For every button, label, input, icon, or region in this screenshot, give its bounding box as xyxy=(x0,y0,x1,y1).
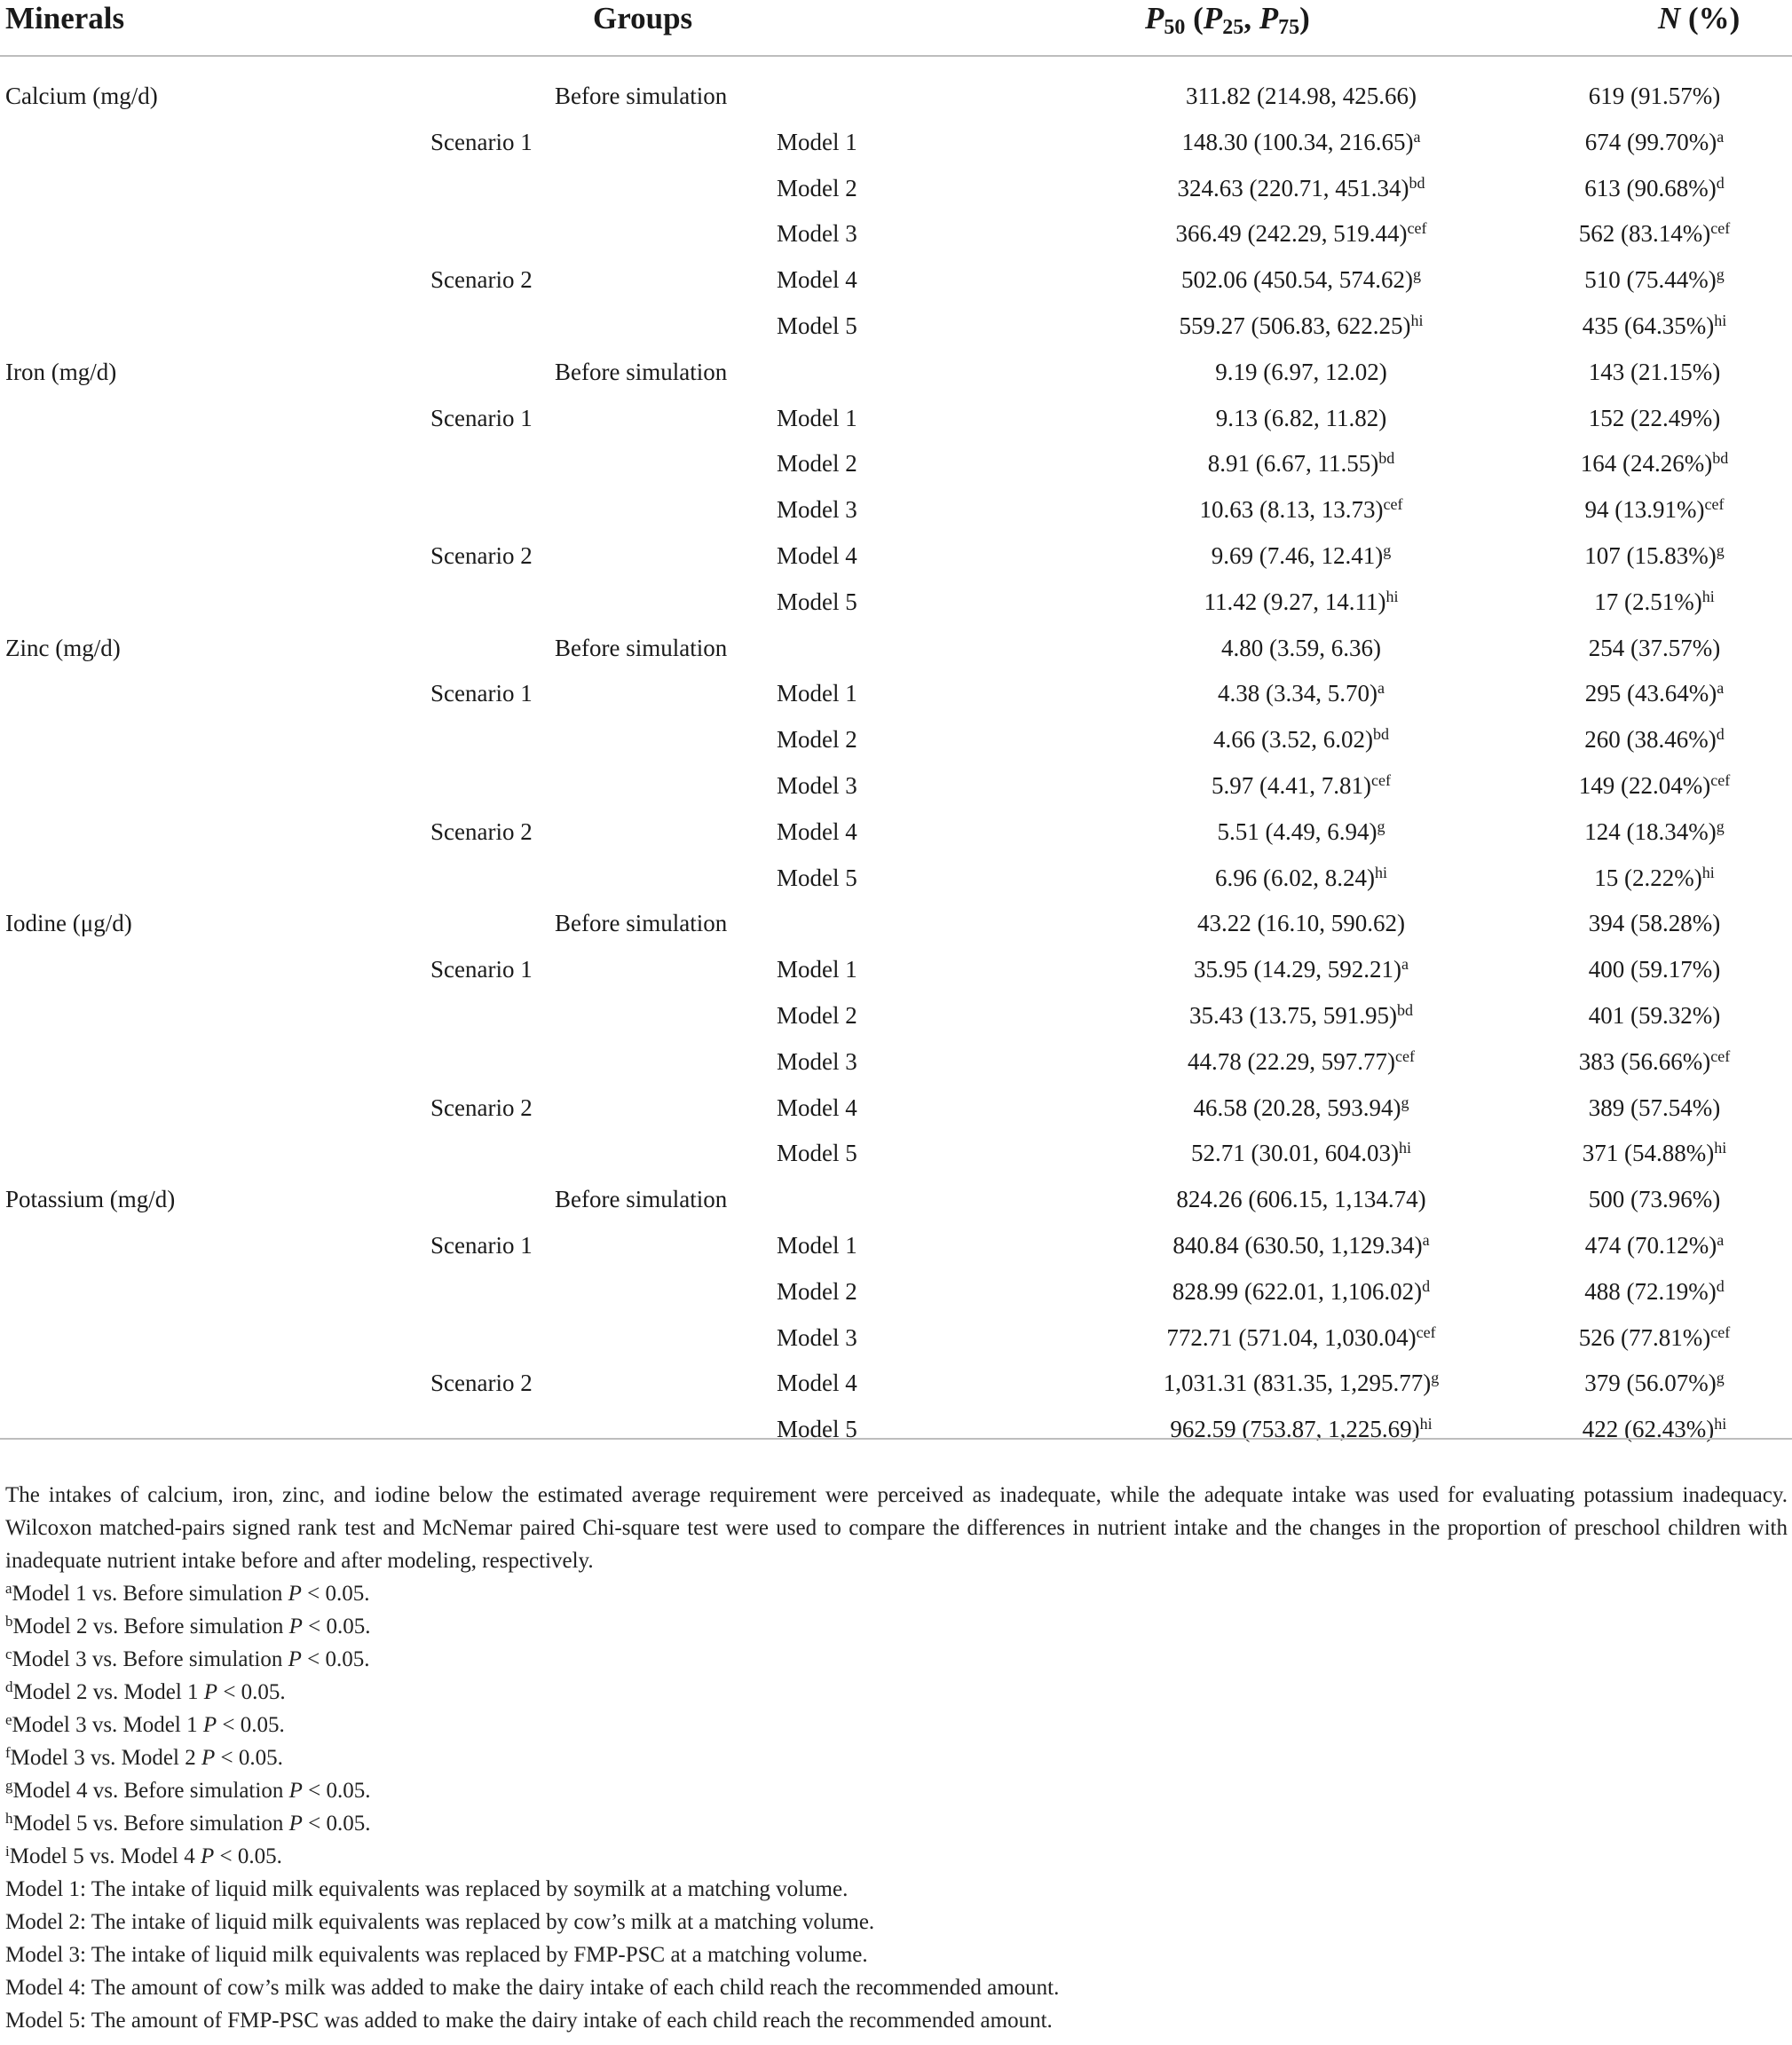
n-value: 379 (56.07%) xyxy=(1584,1370,1717,1397)
footnote-threshold: < 0.05. xyxy=(214,1844,282,1868)
table-row xyxy=(0,1176,1792,1222)
table-row xyxy=(0,1222,1792,1268)
cell-model: Model 3 xyxy=(777,496,857,524)
cell-mineral: Iron (mg/d) xyxy=(5,358,117,385)
footnote-p: P xyxy=(288,1779,303,1803)
footnote xyxy=(5,1577,1788,1610)
n-value: 152 (22.49%) xyxy=(1588,404,1721,431)
footnote-mark: i xyxy=(5,1843,10,1859)
table-row xyxy=(0,257,1792,303)
table-row xyxy=(0,716,1792,762)
cell-n xyxy=(1446,855,1792,901)
table-row xyxy=(0,165,1792,211)
n-value: 260 (38.46%) xyxy=(1584,726,1717,754)
cell-n xyxy=(1446,165,1792,211)
footnote-threshold: < 0.05. xyxy=(215,1746,283,1770)
cell-n xyxy=(1446,762,1792,809)
model-definition: Model 5: The amount of FMP-PSC was added to make the dairy intake of each child reach the recommended amount. xyxy=(5,2009,1053,2033)
n-value: 488 (72.19%) xyxy=(1584,1277,1717,1305)
cell-n xyxy=(1446,533,1792,579)
footnote-text: Model 3 vs. Before simulation xyxy=(12,1647,288,1671)
footnote-text: Model 3 vs. Model 2 xyxy=(10,1746,201,1770)
cell-n xyxy=(1446,73,1792,119)
table-row xyxy=(0,625,1792,671)
header-groups: Groups xyxy=(593,1,693,36)
cell-model: Model 3 xyxy=(777,1047,857,1075)
cell-model: Model 2 xyxy=(777,726,857,754)
p50-value: 9.19 (6.97, 12.02) xyxy=(1215,358,1387,385)
n-superscript: g xyxy=(1716,1369,1725,1387)
p50-value: 148.30 (100.34, 216.65) xyxy=(1181,128,1414,155)
p50-superscript: bd xyxy=(1372,725,1389,744)
p50-superscript: a xyxy=(1413,127,1421,146)
p50-superscript: g xyxy=(1377,817,1385,835)
cell-model: Model 2 xyxy=(777,1002,857,1029)
footnote-threshold: < 0.05. xyxy=(302,1615,371,1638)
p50-value: 311.82 (214.98, 425.66) xyxy=(1186,83,1417,109)
p50-value: 4.80 (3.59, 6.36) xyxy=(1221,634,1381,661)
n-value: 510 (75.44%) xyxy=(1584,266,1717,294)
footnote-mark: f xyxy=(5,1744,11,1761)
footnotes-list xyxy=(5,1577,1788,1873)
header-p50: $P_{50}$ ($P_{25}$, $P_{75}$) xyxy=(1145,1,1310,39)
cell-model: Before simulation xyxy=(555,358,728,385)
footnote-p: P xyxy=(203,1680,218,1704)
cell-scenario: Scenario 1 xyxy=(430,128,533,155)
n-value: 254 (37.57%) xyxy=(1588,634,1721,661)
footnote-text: Model 2 vs. Model 1 xyxy=(12,1680,204,1704)
n-superscript: d xyxy=(1716,173,1725,192)
table-row xyxy=(0,946,1792,992)
cell-n xyxy=(1446,1176,1792,1222)
cell-model: Before simulation xyxy=(555,1186,728,1213)
table-row xyxy=(0,670,1792,716)
footnote-mark: d xyxy=(5,1678,13,1695)
header-n: N (%) xyxy=(1658,1,1741,36)
header-minerals: Minerals xyxy=(5,1,125,36)
n-value: 422 (62.43%) xyxy=(1582,1416,1715,1443)
p50-value: 35.95 (14.29, 592.21) xyxy=(1194,956,1401,983)
p50-superscript: bd xyxy=(1409,173,1425,192)
table-row xyxy=(0,395,1792,441)
cell-n xyxy=(1446,1406,1792,1452)
p50-superscript: g xyxy=(1431,1369,1440,1387)
n-value: 124 (18.34%) xyxy=(1584,817,1717,845)
cell-model: Model 1 xyxy=(777,1232,857,1259)
n-value: 394 (58.28%) xyxy=(1588,910,1721,937)
cell-scenario: Scenario 2 xyxy=(430,817,533,845)
n-value: 401 (59.32%) xyxy=(1588,1002,1721,1029)
cell-n xyxy=(1446,349,1792,395)
table-row xyxy=(0,1038,1792,1085)
cell-n xyxy=(1446,992,1792,1038)
p50-value: 4.66 (3.52, 6.02) xyxy=(1213,726,1373,754)
model-definition: Model 1: The intake of liquid milk equivalents was replaced by soymilk at a matching volume. xyxy=(5,1877,849,1901)
p50-value: 840.84 (630.50, 1,129.34) xyxy=(1172,1232,1423,1259)
n-superscript: hi xyxy=(1701,587,1715,605)
n-superscript: g xyxy=(1716,817,1725,835)
table-row xyxy=(0,1315,1792,1361)
footnote-mark: e xyxy=(5,1711,12,1728)
p50-value: 772.71 (571.04, 1,030.04) xyxy=(1166,1323,1417,1351)
footnote-threshold: < 0.05. xyxy=(301,1647,370,1671)
cell-model: Model 1 xyxy=(777,404,857,431)
n-superscript: hi xyxy=(1714,1139,1727,1157)
cell-n xyxy=(1446,1038,1792,1085)
table-bottom-rule xyxy=(0,1438,1792,1440)
footnote-p: P xyxy=(288,1582,302,1606)
p50-value: 6.96 (6.02, 8.24) xyxy=(1215,864,1375,891)
cell-n xyxy=(1446,210,1792,257)
cell-n xyxy=(1446,1130,1792,1176)
p50-value: 52.71 (30.01, 604.03) xyxy=(1191,1140,1399,1167)
cell-model: Model 4 xyxy=(777,266,857,294)
table-row xyxy=(0,1085,1792,1131)
cell-scenario: Scenario 1 xyxy=(430,1232,533,1259)
n-value: 389 (57.54%) xyxy=(1588,1094,1721,1121)
cell-model: Before simulation xyxy=(555,83,728,109)
p50-superscript: cef xyxy=(1383,495,1403,514)
footnote-threshold: < 0.05. xyxy=(302,1779,371,1803)
cell-n xyxy=(1446,395,1792,441)
p50-value: 35.43 (13.75, 591.95) xyxy=(1189,1002,1397,1029)
p50-value: 5.97 (4.41, 7.81) xyxy=(1212,772,1371,799)
table-row xyxy=(0,303,1792,349)
p50-superscript: hi xyxy=(1398,1139,1411,1157)
p50-superscript: g xyxy=(1383,541,1392,559)
cell-model: Model 4 xyxy=(777,1094,857,1121)
table-row xyxy=(0,486,1792,533)
table-row xyxy=(0,73,1792,119)
p50-value: 502.06 (450.54, 574.62) xyxy=(1181,266,1413,294)
footnote xyxy=(5,1610,1788,1643)
model-definition: Model 2: The intake of liquid milk equivalents was replaced by cow’s milk at a matching volume. xyxy=(5,1910,875,1934)
p50-value: 828.99 (622.01, 1,106.02) xyxy=(1172,1277,1423,1305)
n-value: 400 (59.17%) xyxy=(1588,956,1721,983)
cell-n xyxy=(1446,303,1792,349)
footnote-threshold: < 0.05. xyxy=(301,1582,370,1606)
table-row xyxy=(0,579,1792,625)
cell-scenario: Scenario 2 xyxy=(430,266,533,294)
p50-superscript: d xyxy=(1422,1276,1431,1295)
n-value: 164 (24.26%) xyxy=(1580,450,1713,478)
footnote-mark: c xyxy=(5,1646,12,1662)
n-value: 371 (54.88%) xyxy=(1582,1140,1715,1167)
n-superscript: cef xyxy=(1710,1323,1731,1341)
table-row xyxy=(0,533,1792,579)
cell-scenario: Scenario 1 xyxy=(430,956,533,983)
n-value: 295 (43.64%) xyxy=(1584,680,1717,707)
footnote-text: Model 3 vs. Model 1 xyxy=(12,1713,203,1737)
p50-value: 46.58 (20.28, 593.94) xyxy=(1193,1094,1401,1121)
cell-model: Model 1 xyxy=(777,956,857,983)
footnote-p: P xyxy=(201,1746,216,1770)
p50-superscript: cef xyxy=(1395,1046,1415,1065)
p50-value: 11.42 (9.27, 14.11) xyxy=(1204,588,1386,615)
n-superscript: d xyxy=(1716,1276,1725,1295)
p50-value: 559.27 (506.83, 622.25) xyxy=(1179,312,1411,339)
cell-n xyxy=(1446,900,1792,946)
table-notes xyxy=(5,1479,1788,2037)
cell-scenario: Scenario 2 xyxy=(430,1370,533,1397)
cell-model: Model 2 xyxy=(777,1277,857,1305)
cell-n xyxy=(1446,579,1792,625)
cell-n xyxy=(1446,257,1792,303)
cell-model: Model 5 xyxy=(777,588,857,615)
footnote-threshold: < 0.05. xyxy=(302,1812,371,1836)
table-row xyxy=(0,1130,1792,1176)
footnote-mark: b xyxy=(5,1613,13,1630)
cell-mineral: Potassium (mg/d) xyxy=(5,1186,176,1213)
cell-model: Model 1 xyxy=(777,128,857,155)
p50-superscript: hi xyxy=(1410,312,1424,329)
p50-value: 9.69 (7.46, 12.41) xyxy=(1211,542,1384,569)
cell-n xyxy=(1446,1085,1792,1131)
n-value: 613 (90.68%) xyxy=(1584,174,1717,201)
n-value: 500 (73.96%) xyxy=(1588,1186,1721,1213)
table-row xyxy=(0,119,1792,165)
n-superscript: a xyxy=(1717,127,1725,146)
n-superscript: hi xyxy=(1714,1415,1727,1433)
p50-value: 8.91 (6.67, 11.55) xyxy=(1207,450,1379,478)
model-definition: Model 3: The intake of liquid milk equivalents was replaced by FMP-PSC at a matching volume. xyxy=(5,1943,868,1967)
table-row xyxy=(0,210,1792,257)
footnote-text: Model 5 vs. Before simulation xyxy=(12,1812,289,1836)
cell-model: Before simulation xyxy=(555,910,728,937)
table-row xyxy=(0,992,1792,1038)
p50-superscript: hi xyxy=(1385,587,1399,605)
n-value: 526 (77.81%) xyxy=(1578,1323,1711,1351)
footnote-p: P xyxy=(288,1615,303,1638)
n-superscript: cef xyxy=(1710,1046,1731,1065)
n-superscript: d xyxy=(1716,725,1725,744)
cell-n xyxy=(1446,119,1792,165)
cell-model: Model 5 xyxy=(777,1140,857,1167)
footnote-text: Model 1 vs. Before simulation xyxy=(12,1582,288,1606)
cell-model: Before simulation xyxy=(555,634,728,661)
p50-superscript: g xyxy=(1412,265,1421,284)
table-row xyxy=(0,1268,1792,1315)
cell-mineral: Iodine (μg/d) xyxy=(5,910,132,937)
n-superscript: bd xyxy=(1712,449,1729,468)
cell-n xyxy=(1446,440,1792,486)
footnote-threshold: < 0.05. xyxy=(217,1713,285,1737)
p50-superscript: a xyxy=(1422,1231,1430,1249)
p50-superscript: cef xyxy=(1416,1323,1436,1341)
table-row xyxy=(0,440,1792,486)
cell-model: Model 5 xyxy=(777,1416,857,1443)
cell-n xyxy=(1446,809,1792,855)
table-header xyxy=(0,0,1792,57)
footnote-p: P xyxy=(288,1812,303,1836)
footnote-text: Model 2 vs. Before simulation xyxy=(12,1615,289,1638)
p50-value: 962.59 (753.87, 1,225.69) xyxy=(1170,1416,1420,1443)
p50-superscript: g xyxy=(1401,1093,1409,1111)
cell-model: Model 2 xyxy=(777,174,857,201)
n-value: 17 (2.51%) xyxy=(1594,588,1702,615)
n-value: 435 (64.35%) xyxy=(1582,312,1715,339)
cell-n xyxy=(1446,1222,1792,1268)
cell-scenario: Scenario 1 xyxy=(430,680,533,707)
p50-superscript: a xyxy=(1401,955,1409,974)
p50-value: 4.38 (3.34, 5.70) xyxy=(1218,680,1378,707)
cell-scenario: Scenario 2 xyxy=(430,542,533,569)
p50-value: 10.63 (8.13, 13.73) xyxy=(1199,496,1384,524)
cell-model: Model 5 xyxy=(777,864,857,891)
footnote xyxy=(5,1840,1788,1873)
n-superscript: g xyxy=(1716,265,1725,284)
table-row xyxy=(0,762,1792,809)
n-value: 149 (22.04%) xyxy=(1578,772,1711,799)
p50-superscript: cef xyxy=(1371,771,1391,789)
footnote-mark: h xyxy=(5,1810,13,1827)
table-row xyxy=(0,1360,1792,1406)
cell-model: Model 4 xyxy=(777,817,857,845)
cell-mineral: Calcium (mg/d) xyxy=(5,83,158,109)
table-row xyxy=(0,349,1792,395)
p50-value: 1,031.31 (831.35, 1,295.77) xyxy=(1163,1370,1432,1397)
footnote xyxy=(5,1774,1788,1807)
cell-model: Model 2 xyxy=(777,450,857,478)
cell-n xyxy=(1446,625,1792,671)
p50-superscript: cef xyxy=(1407,219,1427,238)
p50-value: 44.78 (22.29, 597.77) xyxy=(1188,1047,1395,1075)
footnote-text: Model 4 vs. Before simulation xyxy=(12,1779,289,1803)
n-value: 143 (21.15%) xyxy=(1588,358,1721,385)
p50-superscript: a xyxy=(1377,679,1385,698)
footnote-threshold: < 0.05. xyxy=(217,1680,286,1704)
n-superscript: hi xyxy=(1714,312,1727,329)
footnote xyxy=(5,1643,1788,1676)
footnote xyxy=(5,1741,1788,1774)
p50-value: 43.22 (16.10, 590.62) xyxy=(1197,910,1405,937)
n-superscript: cef xyxy=(1704,495,1725,514)
n-superscript: cef xyxy=(1710,219,1731,238)
footnote xyxy=(5,1807,1788,1840)
table-row xyxy=(0,1406,1792,1452)
cell-n xyxy=(1446,716,1792,762)
p50-superscript: bd xyxy=(1396,1001,1413,1019)
n-superscript: a xyxy=(1717,1231,1725,1249)
p50-value: 9.13 (6.82, 11.82) xyxy=(1215,404,1387,431)
n-superscript: g xyxy=(1716,541,1725,559)
p50-value: 366.49 (242.29, 519.44) xyxy=(1175,220,1408,248)
p50-value: 5.51 (4.49, 6.94) xyxy=(1217,817,1378,845)
p50-superscript: hi xyxy=(1374,863,1387,881)
n-value: 383 (56.66%) xyxy=(1578,1047,1711,1075)
notes-paragraph: The intakes of calcium, iron, zinc, and iodine below the estimated average requirement were perceived as inadequate, while the adequate intake was used for evaluating potassium inadequacy. Wilcoxon matched-pairs signed rank test and McNemar paired Chi-square test were used to compare the differences in nutrient intake and the changes in the proportion of preschool children with inadequate nutrient intake before and after modeling, respectively. xyxy=(5,1483,1788,1573)
n-value: 674 (99.70%) xyxy=(1584,128,1717,155)
p50-superscript: bd xyxy=(1378,449,1395,468)
table-row xyxy=(0,809,1792,855)
cell-model: Model 4 xyxy=(777,542,857,569)
model-definition: Model 4: The amount of cow’s milk was added to make the dairy intake of each child reach the recommended amount. xyxy=(5,1976,1060,2000)
footnote-p: P xyxy=(201,1844,215,1868)
table-row xyxy=(0,900,1792,946)
cell-n xyxy=(1446,486,1792,533)
footnote-p: P xyxy=(202,1713,217,1737)
cell-n xyxy=(1446,1360,1792,1406)
n-value: 94 (13.91%) xyxy=(1584,496,1705,524)
footnote-text: Model 5 vs. Model 4 xyxy=(9,1844,201,1868)
model-definitions xyxy=(5,1873,1788,2037)
cell-scenario: Scenario 2 xyxy=(430,1094,533,1121)
table-row xyxy=(0,855,1792,901)
cell-model: Model 3 xyxy=(777,220,857,248)
footnote-mark: a xyxy=(5,1580,12,1597)
p50-value: 824.26 (606.15, 1,134.74) xyxy=(1176,1186,1426,1213)
footnote-p: P xyxy=(288,1647,302,1671)
footnote xyxy=(5,1709,1788,1741)
cell-mineral: Zinc (mg/d) xyxy=(5,634,121,661)
cell-n xyxy=(1446,946,1792,992)
n-superscript: hi xyxy=(1701,863,1715,881)
n-value: 15 (2.22%) xyxy=(1594,864,1702,891)
footnote-mark: g xyxy=(5,1777,13,1794)
cell-n xyxy=(1446,1268,1792,1315)
cell-model: Model 1 xyxy=(777,680,857,707)
cell-n xyxy=(1446,1315,1792,1361)
cell-n xyxy=(1446,670,1792,716)
n-value: 619 (91.57%) xyxy=(1588,83,1721,109)
n-value: 474 (70.12%) xyxy=(1584,1232,1717,1259)
cell-model: Model 3 xyxy=(777,1323,857,1351)
p50-superscript: hi xyxy=(1419,1415,1433,1433)
n-superscript: cef xyxy=(1710,771,1731,789)
cell-model: Model 3 xyxy=(777,772,857,799)
n-value: 562 (83.14%) xyxy=(1578,220,1711,248)
cell-scenario: Scenario 1 xyxy=(430,404,533,431)
n-superscript: a xyxy=(1717,679,1725,698)
n-value: 107 (15.83%) xyxy=(1584,542,1717,569)
cell-model: Model 4 xyxy=(777,1370,857,1397)
footnote xyxy=(5,1676,1788,1709)
p50-value: 324.63 (220.71, 451.34) xyxy=(1177,174,1409,201)
cell-model: Model 5 xyxy=(777,312,857,339)
